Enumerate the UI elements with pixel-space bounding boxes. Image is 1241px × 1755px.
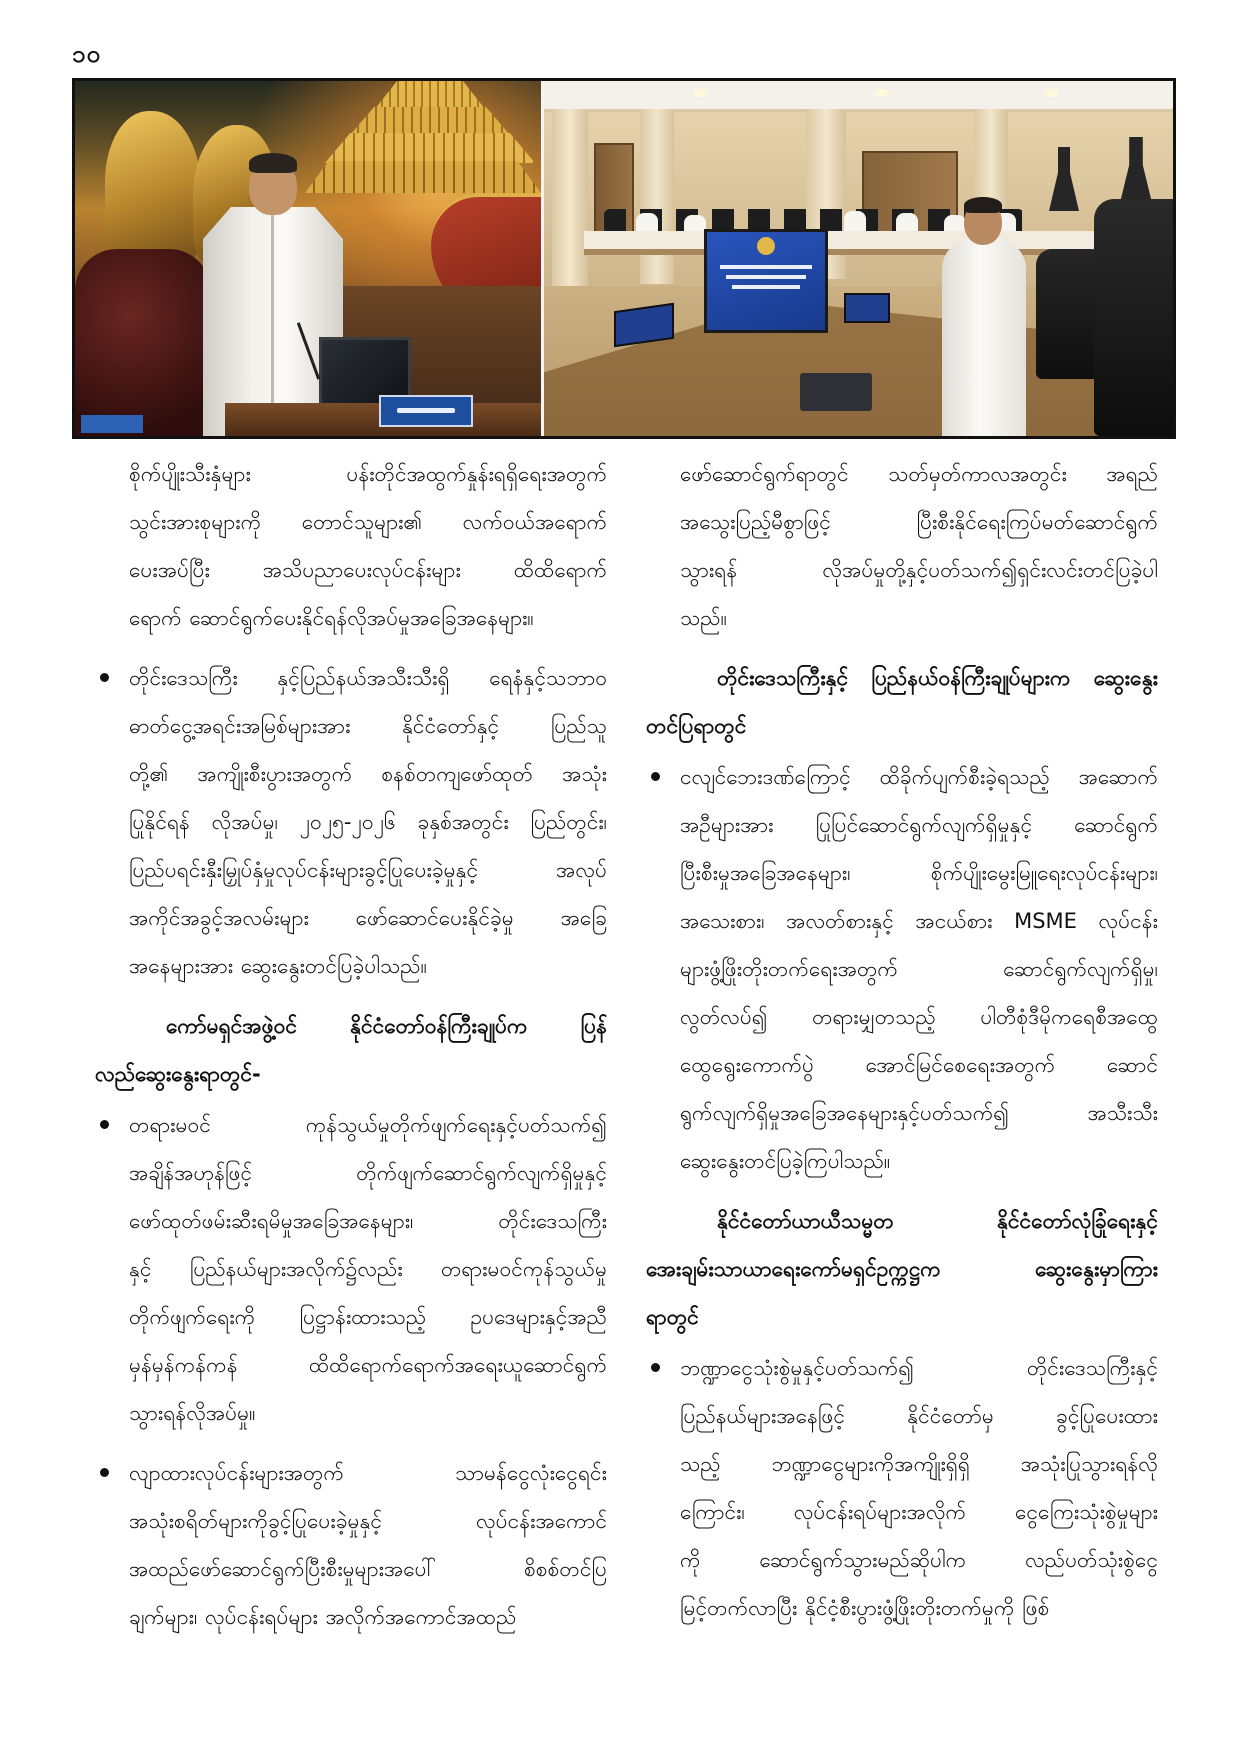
- text-line: နှင့် ပြည်နယ်များအလိုက်၌လည်း တရားမဝင်ကုန်သွယ်မှု: [129, 1257, 607, 1281]
- heading-line: တိုင်းဒေသကြီးနှင့် ပြည်နယ်ဝန်ကြီးချုပ်များက ဆွေးနွေး: [717, 666, 1158, 690]
- text-line: တိုက်ဖျက်ရေးကို ပြဋ္ဌာန်းထားသည့် ဥပဒေများနှင့်အညီ: [129, 1305, 607, 1329]
- text-line: သည့် ဘဏ္ဍာငွေများကိုအကျိုးရှိရှိ အသုံးပြုသွားရန်လို: [680, 1452, 1158, 1476]
- pagoda-roof-tier: [325, 133, 535, 163]
- photo-meeting-room: [544, 81, 1173, 436]
- text-line: အနေများအား ဆွေးနွေးတင်ပြခဲ့ပါသည်။: [129, 954, 427, 978]
- text-line: အသုံးစရိတ်များကိုခွင့်ပြုပေးခဲ့မှုနှင့် လုပ်ငန်းအကောင်: [129, 1509, 607, 1533]
- golden-statue: [105, 111, 201, 267]
- text-line: အချိန်အဟုန်ဖြင့် တိုက်ဖျက်ဆောင်ရွက်လျက်ရှိမှုနှင့်: [129, 1161, 607, 1185]
- section-heading: [646, 1197, 1158, 1341]
- text-line: ပြုနိုင်ရန် လိုအပ်မှု၊ ၂၀၂၅-၂၀၂၆ ခုနှစ်အတွင်း ပြည်တွင်း၊: [129, 810, 607, 834]
- leather-chair: [75, 249, 211, 436]
- text-line: ငလျင်ဘေးဒဏ်ကြောင့် ထိခိုက်ပျက်စီးခဲ့ရသည့် အဆောက်: [680, 765, 1158, 789]
- name-plate-lettering: [397, 408, 455, 413]
- page-number: ၁၀: [72, 40, 101, 68]
- text-line: ထွေရွေးကောက်ပွဲ အောင်မြင်စေရေးအတွက် ဆောင်: [680, 1053, 1158, 1077]
- text-line: ကို ဆောင်ရွက်သွားမည်ဆိုပါက လည်ပတ်သုံးစွဲငွေ: [680, 1548, 1158, 1572]
- section-heading: [95, 1002, 607, 1098]
- ceiling-light: [1044, 89, 1058, 97]
- heading-line: လည်ဆွေးနွေးရာတွင်-: [95, 1062, 261, 1086]
- text-line: ဆွေးနွေးတင်ပြခဲ့ကြပါသည်။: [680, 1149, 891, 1173]
- screen-text-line: [720, 265, 812, 269]
- text-line: တရားမဝင် ကုန်သွယ်မှုတိုက်ဖျက်ရေးနှင့်ပတ်သက်၍: [129, 1113, 607, 1137]
- text-line: ကြောင်း၊ လုပ်ငန်းရပ်များအလိုက် ငွေကြေးသုံးစွဲမှုများ: [680, 1500, 1158, 1524]
- text-line: ပြည်နယ်များအနေဖြင့် နိုင်ငံတော်မှ ခွင့်ပြုပေးထား: [680, 1404, 1158, 1428]
- text-line: ချက်များ၊ လုပ်ငန်းရပ်များ အလိုက်အကောင်အထည်: [129, 1605, 517, 1629]
- delegate: [844, 211, 866, 231]
- pillar: [640, 109, 674, 284]
- photo-speaker-at-podium: [75, 81, 541, 436]
- text-line: မြင့်တက်လာပြီး နိုင်ငံ့စီးပွားဖွံ့ဖြိုးတိုးတက်မှုကို ဖြစ်: [680, 1596, 1050, 1620]
- text-line: လျာထားလုပ်ငန်းများအတွက် သာမန်ငွေလုံးငွေရင်း: [129, 1461, 607, 1485]
- text-line: ပေးအပ်ပြီး အသိပညာပေးလုပ်ငန်းများ ထိထိရောက်: [129, 558, 607, 582]
- ceiling-light: [874, 89, 888, 97]
- text-line: အသေးစား၊ အလတ်စားနှင့် အငယ်စား MSME လုပ်ငန်း: [680, 909, 1158, 933]
- heading-line: အေးချမ်းသာယာရေးကော်မရှင်ဥက္ကဋ္ဌက ဆွေးနွေးမှာကြား: [646, 1257, 1158, 1281]
- text-line: များဖွံ့ဖြိုးတိုးတက်ရေးအတွက် ဆောင်ရွက်လျက်ရှိမှု၊: [680, 957, 1158, 981]
- pillar: [552, 109, 588, 289]
- text-line: ဖော်ဆောင်ရွက်ရာတွင် သတ်မှတ်ကာလအတွင်း အရည်: [680, 462, 1158, 486]
- heading-line: ကော်မရှင်အဖွဲ့ဝင် နိုင်ငံတော်ဝန်ကြီးချုပ်က ပြန်: [166, 1014, 607, 1038]
- text-line: စိုက်ပျိုးသီးနှံများ ပန်းတိုင်အထွက်နှုန်းရရှိရေးအတွက်: [129, 462, 607, 486]
- delegate: [636, 213, 658, 233]
- text-line: သွင်းအားစုများကို တောင်သူများ၏ လက်ဝယ်အရောက်: [129, 510, 607, 534]
- pagoda-roof-tier: [350, 107, 510, 135]
- screen-text-line: [726, 275, 806, 279]
- pagoda-roof-tier: [305, 161, 541, 193]
- text-line: ရောက် ဆောင်ရွက်ပေးနိုင်ရန်လိုအပ်မှုအခြေအနေများ။: [129, 606, 534, 630]
- official-hair: [964, 197, 1002, 213]
- bullet-icon: [651, 1363, 660, 1372]
- text-line: ပြည်ပရင်းနှီးမြှုပ်နှံမှုလုပ်ငန်းများခွင့်ပြုပေးခဲ့မှုနှင့် အလုပ်: [129, 858, 607, 882]
- delegate: [896, 213, 918, 233]
- text-line: ရွက်လျက်ရှိမှုအခြေအနေများနှင့်ပတ်သက်၍ အသီးသီး: [680, 1101, 1158, 1125]
- text-line: တိုင်းဒေသကြီး နှင့်ပြည်နယ်အသီးသီးရှိ ရေနံနှင့်သဘာဝ: [129, 666, 607, 690]
- text-line: လွတ်လပ်၍ တရားမျှတသည့် ပါတီစုံဒီမိုကရေစီအထွေ: [680, 1005, 1158, 1029]
- speaker-hair: [249, 153, 297, 173]
- text-line: အကိုင်အခွင့်အလမ်းများ ဖော်ဆောင်ပေးနိုင်ခဲ့မှု အခြေ: [129, 906, 607, 930]
- screen-text-line: [732, 285, 800, 289]
- text-line: အသွေးပြည့်မီစွာဖြင့် ပြီးစီးနိုင်ရေးကြပ်မတ်ဆောင်ရွက်: [680, 510, 1158, 534]
- paragraph-continuation: [646, 450, 1158, 642]
- emblem-icon: [757, 237, 775, 255]
- foreground-chair: [1094, 199, 1173, 436]
- bullet-item: [646, 1344, 1158, 1632]
- text-line: အထည်ဖော်ဆောင်ရွက်ပြီးစီးမှုများအပေါ် စိစစ်တင်ပြ: [129, 1557, 607, 1581]
- text-line: အဦများအား ပြုပြင်ဆောင်ရွက်လျက်ရှိမှုနှင့် ဆောင်ရွက်: [680, 813, 1158, 837]
- text-line: သည်။: [680, 606, 727, 630]
- text-line: သွားရန်လိုအပ်မှု။: [129, 1401, 256, 1425]
- tablet: [800, 373, 872, 411]
- text-line: ပြီးစီးမှုအခြေအနေများ၊ စိုက်ပျိုးမွေးမြူရေးလုပ်ငန်းများ၊: [680, 861, 1158, 885]
- text-line: ဓာတ်ငွေ့အရင်းအမြစ်များအား နိုင်ငံတော်နှင့် ပြည်သူ: [129, 714, 607, 738]
- text-line: ဘဏ္ဍာငွေသုံးစွဲမှုနှင့်ပတ်သက်၍ တိုင်းဒေသကြီးနှင့်: [680, 1356, 1158, 1380]
- news-photo: [72, 78, 1176, 439]
- bullet-item: [95, 1101, 607, 1437]
- jacket-placket: [271, 215, 274, 415]
- section-heading: [646, 654, 1158, 750]
- text-line: သွားရန် လိုအပ်မှုတို့နှင့်ပတ်သက်၍ရှင်းလင်းတင်ပြခဲ့ပါ: [680, 558, 1158, 582]
- paragraph-continuation: [95, 450, 607, 642]
- text-line: ဖော်ထုတ်ဖမ်းဆီးရမိမှုအခြေအနေများ၊ တိုင်းဒေသကြီး: [129, 1209, 607, 1233]
- official-shirt: [942, 239, 1026, 436]
- blue-sign: [81, 415, 143, 433]
- ceiling: [544, 81, 1173, 112]
- bullet-item: [646, 753, 1158, 1185]
- desk-screen: [844, 293, 890, 323]
- text-line: တို့၏ အကျိုးစီးပွားအတွက် စနစ်တကျဖော်ထုတ် အသုံး: [129, 762, 607, 786]
- text-line: မှန်မှန်ကန်ကန် ထိထိရောက်ရောက်အရေးယူဆောင်ရွက်: [129, 1353, 607, 1377]
- bullet-item: [95, 1449, 607, 1641]
- bullet-icon: [100, 673, 109, 682]
- bullet-icon: [100, 1468, 109, 1477]
- heading-line: ရာတွင်: [646, 1305, 699, 1329]
- heading-line: တင်ပြရာတွင်: [646, 714, 747, 738]
- bullet-item: [95, 654, 607, 990]
- heading-line: နိုင်ငံတော်ယာယီသမ္မတ နိုင်ငံတော်လုံခြုံရေးနှင့်: [717, 1209, 1158, 1233]
- right-column: [646, 450, 1158, 1632]
- bullet-icon: [100, 1120, 109, 1129]
- left-column: [95, 450, 607, 1641]
- bullet-icon: [651, 772, 660, 781]
- ceiling-light: [694, 89, 708, 97]
